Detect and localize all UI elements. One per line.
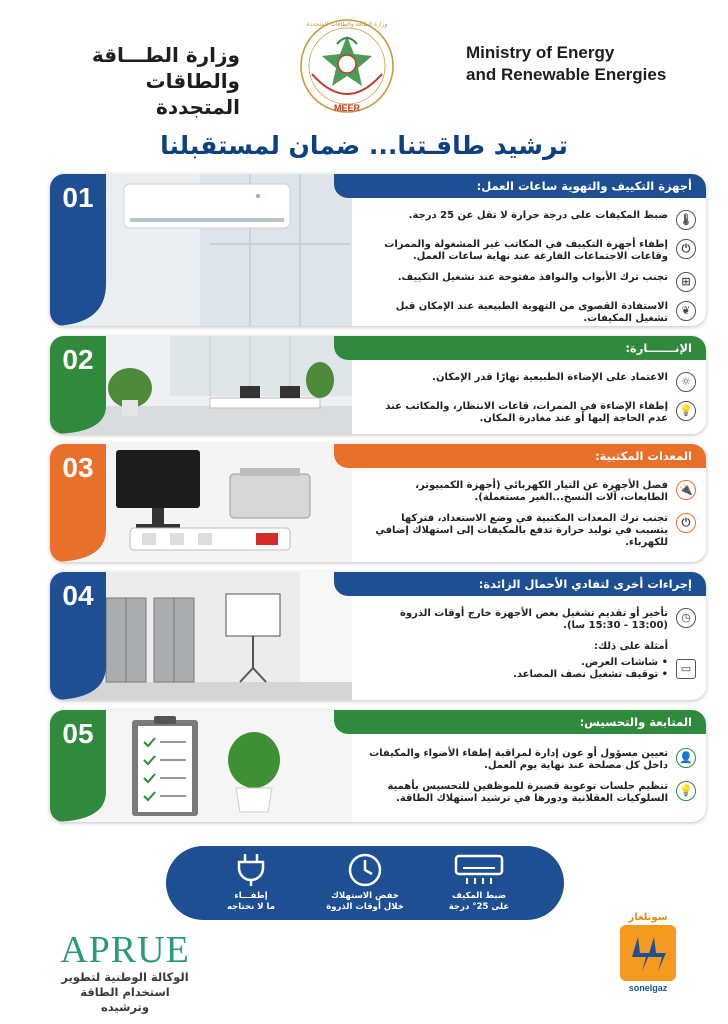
section-card-01	[50, 174, 706, 326]
section-number: 01	[62, 182, 94, 213]
bullet-list	[366, 480, 696, 558]
bullet-list	[366, 210, 696, 326]
ministry-ar-line1: وزارة الطـــاقة	[91, 43, 240, 67]
clock-icon: ◷	[676, 608, 696, 628]
section-title: إجراءات أخرى لتفادي الأحمال الزائدة:	[478, 577, 692, 591]
list-item	[366, 372, 696, 392]
section-number: 04	[62, 580, 94, 611]
section-card-05	[50, 710, 706, 822]
aprue-arabic-line1: الوكالة الوطنية لتطوير	[61, 970, 189, 984]
banner-label	[310, 891, 420, 913]
ministry-title-english	[466, 42, 706, 86]
emblem-text: MEER	[333, 103, 361, 113]
section-title: الإنـــــــارة:	[625, 341, 692, 355]
bullet-text: تجنب ترك المعدات المكتبية في وضع الاستعداد، فتركها يتسبب في توليد حرارة تدفع بالمكيفات إلى استهلاك إضافي للكهرباء.	[375, 513, 668, 548]
section-number: 03	[62, 452, 94, 483]
bullet-text: تنظيم جلسات توعوية قصيرة للموظفين للتحسيس بأهمية السلوكيات العقلانية ودورها في ترشيد استهلاك الطاقة.	[387, 781, 668, 804]
section-card-03	[50, 444, 706, 562]
banner-label	[424, 891, 534, 913]
banner-label-line1: إطفـــاء	[234, 891, 268, 901]
list-item	[366, 210, 696, 230]
bullet-text: الاستفادة القصوى من التهوية الطبيعية عند الإمكان قبل تشغيل المكيفات.	[395, 301, 668, 324]
list-item	[366, 401, 696, 425]
sonelgaz-arabic: سونلغاز	[628, 912, 668, 923]
unplug-icon	[231, 852, 271, 888]
list-item	[366, 608, 696, 632]
sun-icon: ☼	[676, 372, 696, 392]
bullet-text: إطفاء الإضاءة في الممرات، قاعات الانتظار، والمكاتب عند عدم الحاجة إليها أو عند مغادرة المكان.	[385, 401, 668, 424]
banner-label-line1: خفض الاستهلاك	[331, 891, 399, 901]
section-card-04	[50, 572, 706, 700]
bullet-list	[366, 608, 696, 690]
example-item: • شاشات العرض.	[581, 657, 668, 668]
lightbulb-idea-icon: 💡	[676, 781, 696, 801]
list-item	[366, 513, 696, 549]
example-item: • توقيف تشغيل نصف المصاعد.	[513, 669, 668, 680]
banner-label	[196, 891, 306, 913]
thermometer-icon: 🌡	[676, 210, 696, 230]
leaf-icon: ❦	[676, 301, 696, 321]
page-headline: ترشيد طاقـتنا... ضمان لمستقبلنا	[160, 131, 568, 160]
examples-title: أمثلة على ذلك:	[593, 641, 668, 652]
bullet-text: إطفاء أجهزة التكييف في المكاتب غير المشغولة والممرات وقاعات الاجتماعات الفارغة عند نهاية ساعات العمل.	[384, 239, 668, 262]
section-title: أجهزة التكييف والتهوية ساعات العمل:	[476, 179, 692, 193]
sonelgaz-english: sonelgaz	[628, 983, 668, 993]
ministry-title-arabic	[60, 42, 240, 120]
bullet-text: فصل الأجهزة عن التيار الكهربائي (أجهزة الكمبيوتر، الطابعات، آلات النسخ...الغير مستعملة).	[415, 480, 668, 503]
emblem-arc-text: وزارة الطاقة والطاقات المتجددة	[306, 21, 388, 28]
power-icon: ⏻	[676, 239, 696, 259]
ministry-ar-line2: والطاقات المتجددة	[145, 69, 240, 119]
plug-icon: 🔌	[676, 480, 696, 500]
list-item	[366, 748, 696, 772]
aprue-arabic-line2: استخدام الطاقة وترشيده	[80, 985, 170, 1014]
banner-item-unplug	[196, 852, 306, 913]
list-item	[366, 781, 696, 805]
list-item	[366, 239, 696, 263]
aprue-wordmark: APRUE	[60, 929, 190, 971]
list-item	[366, 480, 696, 504]
person-icon: 👤	[676, 748, 696, 768]
bullet-text: تعيين مسؤول أو عون إدارة لمراقبة إطفاء الأضواء والمكيفات داخل كل مصلحة عند نهاية يوم العمل.	[369, 748, 668, 771]
sonelgaz-mark-icon	[620, 925, 676, 981]
standby-icon: ⏻	[676, 513, 696, 533]
bullet-text: الاعتماد على الإضاءة الطبيعية نهارًا قدر الإمكان.	[432, 372, 668, 383]
banner-label-line2: على 25° درجة	[448, 902, 510, 912]
examples-block	[366, 641, 696, 681]
aprue-logo	[58, 930, 192, 1015]
window-icon: ⊞	[676, 272, 696, 292]
example-text: شاشات العرض.	[581, 657, 659, 668]
section-card-02	[50, 336, 706, 434]
list-item	[366, 301, 696, 325]
bullet-list	[366, 748, 696, 814]
clock-icon	[345, 852, 385, 888]
ministry-emblem-icon	[292, 14, 402, 124]
section-title: المعدات المكتبية:	[595, 449, 692, 463]
banner-label-line2: ما لا نحتاجه	[227, 902, 275, 912]
list-item	[366, 272, 696, 292]
bullet-text: تجنب ترك الأبواب والنوافذ مفتوحة عند تشغيل التكييف.	[397, 272, 668, 283]
bullet-list	[366, 372, 696, 434]
summary-banner	[166, 846, 564, 920]
bullet-text: ضبط المكيفات على درجة حرارة لا تقل عن 25 درجة.	[408, 210, 668, 221]
sonelgaz-logo	[610, 912, 686, 993]
light-bulb-icon: 💡	[676, 401, 696, 421]
bullet-text: تأخير أو تقديم تشغيل بعض الأجهزة خارج أوقات الذروة (13:00 - 15:30 سا).	[399, 608, 668, 631]
ministry-en-line1: Ministry of Energy	[466, 43, 615, 62]
section-number: 05	[62, 718, 94, 749]
banner-item-ac	[424, 852, 534, 913]
banner-item-peak	[310, 852, 420, 913]
air-conditioner-icon	[453, 852, 505, 888]
banner-label-line1: ضبط المكيف	[451, 891, 507, 901]
ministry-en-line2: and Renewable Energies	[466, 65, 667, 84]
example-text: توقيف تشغيل نصف المصاعد.	[513, 669, 659, 680]
section-title: المتابعة والتحسيس:	[579, 715, 692, 729]
presentation-screen-icon: ▭	[676, 659, 696, 679]
section-number: 02	[62, 344, 94, 375]
banner-label-line2: خلال أوقات الذروة	[326, 902, 404, 912]
